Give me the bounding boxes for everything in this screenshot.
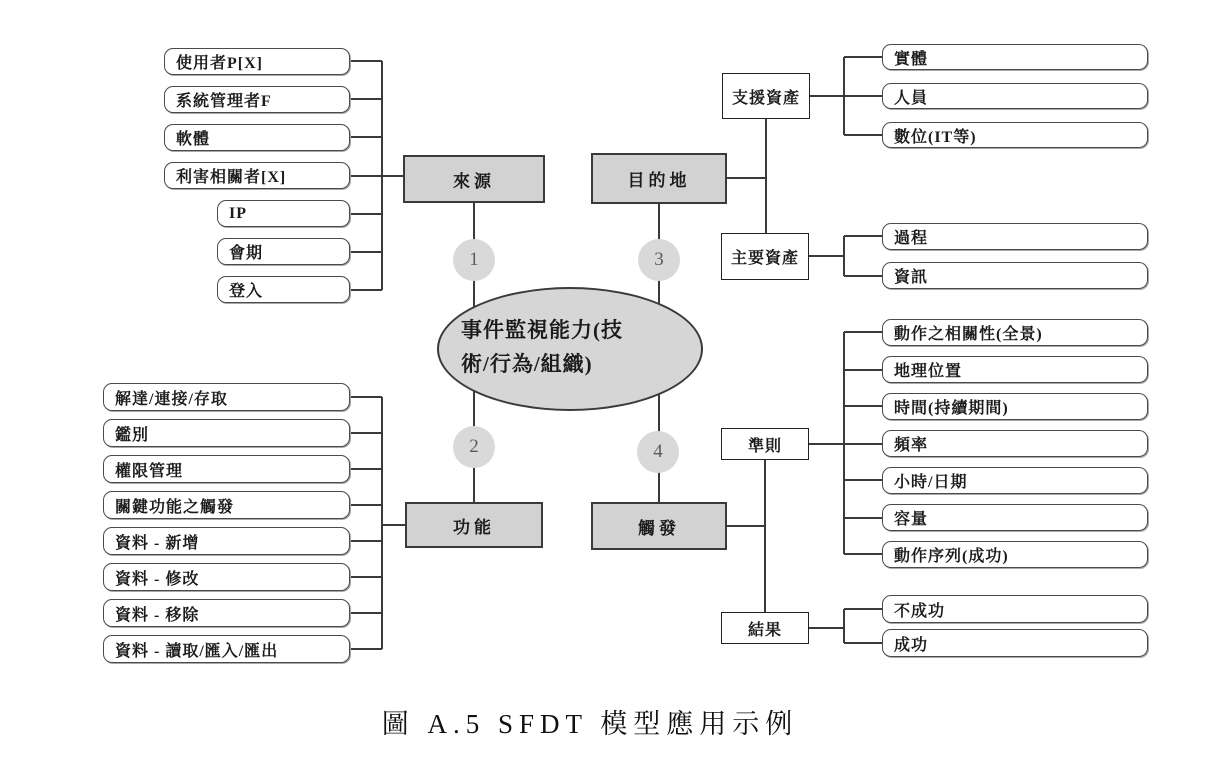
source-item: 系統管理者F bbox=[164, 86, 350, 113]
source-items-list bbox=[164, 48, 350, 303]
source-item: 會期 bbox=[217, 238, 350, 265]
result-items-list bbox=[882, 595, 1148, 657]
supporting-asset-item: 人員 bbox=[882, 83, 1148, 109]
primary-assets-node: 主要資產 bbox=[721, 233, 809, 280]
function-item: 資料 - 新增 bbox=[103, 527, 350, 555]
source-item: 使用者P[X] bbox=[164, 48, 350, 75]
function-item: 資料 - 移除 bbox=[103, 599, 350, 627]
source-node: 來源 bbox=[403, 155, 545, 203]
primary-asset-items-list bbox=[882, 223, 1148, 289]
marker-1-circle: 1 bbox=[453, 239, 495, 281]
criteria-item: 小時/日期 bbox=[882, 467, 1148, 494]
primary-asset-item: 資訊 bbox=[882, 262, 1148, 289]
function-items-list bbox=[103, 383, 350, 663]
result-item: 成功 bbox=[882, 629, 1148, 657]
source-item: 利害相關者[X] bbox=[164, 162, 350, 189]
event-monitoring-capability-ellipse bbox=[437, 287, 703, 411]
criteria-node: 準則 bbox=[721, 428, 809, 460]
ellipse-label-line2: 術/行為/組織) bbox=[461, 352, 593, 376]
trigger-node: 觸發 bbox=[591, 502, 727, 550]
result-node: 結果 bbox=[721, 612, 809, 644]
marker-4-circle: 4 bbox=[637, 431, 679, 473]
ellipse-label-line1: 事件監視能力(技 bbox=[461, 318, 623, 342]
event-monitoring-capability-label bbox=[461, 313, 623, 381]
destination-node: 目的地 bbox=[591, 153, 727, 204]
function-item: 權限管理 bbox=[103, 455, 350, 483]
function-item: 解達/連接/存取 bbox=[103, 383, 350, 411]
result-item: 不成功 bbox=[882, 595, 1148, 623]
function-node: 功能 bbox=[405, 502, 543, 548]
supporting-asset-item: 數位(IT等) bbox=[882, 122, 1148, 148]
primary-asset-item: 過程 bbox=[882, 223, 1148, 250]
supporting-assets-node: 支援資產 bbox=[722, 73, 810, 119]
criteria-item: 動作序列(成功) bbox=[882, 541, 1148, 568]
criteria-item: 地理位置 bbox=[882, 356, 1148, 383]
supporting-asset-items-list bbox=[882, 44, 1148, 148]
function-item: 關鍵功能之觸發 bbox=[103, 491, 350, 519]
criteria-items-list bbox=[882, 319, 1148, 568]
function-item: 資料 - 修改 bbox=[103, 563, 350, 591]
function-item: 鑑別 bbox=[103, 419, 350, 447]
marker-2-circle: 2 bbox=[453, 426, 495, 468]
source-item: IP bbox=[217, 200, 350, 227]
criteria-item: 時間(持續期間) bbox=[882, 393, 1148, 420]
criteria-item: 動作之相關性(全景) bbox=[882, 319, 1148, 346]
function-item: 資料 - 讀取/匯入/匯出 bbox=[103, 635, 350, 663]
criteria-item: 頻率 bbox=[882, 430, 1148, 457]
marker-3-circle: 3 bbox=[638, 239, 680, 281]
figure-caption: 圖 A.5 SFDT 模型應用示例 bbox=[381, 709, 799, 739]
source-item: 登入 bbox=[217, 276, 350, 303]
criteria-item: 容量 bbox=[882, 504, 1148, 531]
source-item: 軟體 bbox=[164, 124, 350, 151]
supporting-asset-item: 實體 bbox=[882, 44, 1148, 70]
